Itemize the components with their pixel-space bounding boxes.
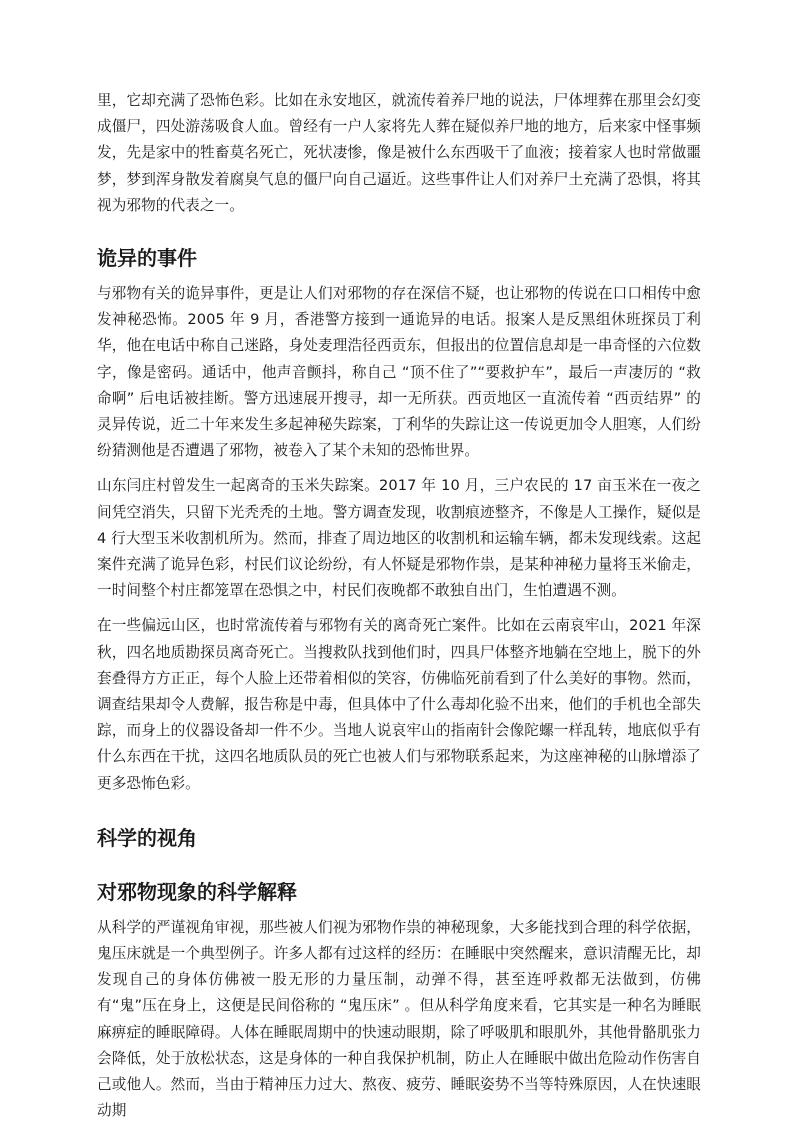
paragraph-yangshi: 里，它却充满了恐怖色彩。比如在永安地区，就流传着养尸地的说法，尸体埋葬在那里会幻变成僵尸，四处游荡吸食人血。曾经有一户人家将先人葬在疑似养尸地的地方，后来家中怪事频发，先是家中的牲畜莫名死亡，死状凄惨，像是被什么东西吸干了血液；接着家人也时常做噩梦，梦到浑身散发着腐臭气息的僵尸向自己逼近。这些事件让人们对养尸土充满了恐惧，将其视为邪物的代表之一。 xyxy=(97,92,701,214)
paragraph-corn-case: 山东闫庄村曾发生一起离奇的玉米失踪案。2017 年 10 月，三户农民的 17 亩玉米在一夜之间凭空消失，只留下光秃秃的土地。警方调查发现，收割痕迹整齐，不像是人工操作，疑似是 4 行大型玉米收割机所为。然而，排查了周边地区的收割机和运输车辆，都未发现线索。这起案件充满了诡异色彩，村民们议论纷纷，有人怀疑是邪物作祟，是某种神秘力量将玉米偷走，一时间整个村庄都笼罩在恐惧之中，村民们夜晚都不敢独自出门，生怕遭遇不测。 xyxy=(97,477,701,600)
document-page xyxy=(97,88,701,1134)
heading-science-view: 科学的视角 xyxy=(97,825,197,850)
paragraph-sleep-paralysis: 从科学的严谨视角审视，那些被人们视为邪物作祟的神秘现象，大多能找到合理的科学依据，鬼压床就是一个典型例子。许多人都有过这样的经历：在睡眠中突然醒来，意识清醒无比，却发现自己的身体仿佛被一股无形的力量压制，动弹不得，甚至连呼救都无法做到，仿佛有“鬼”压在身上，这便是民间俗称的 “鬼压床” 。但从科学角度来看，它其实是一种名为睡眠麻痹症的睡眠障碍。人体在睡眠周期中的快速动眼期，除了呼吸肌和眼肌外，其他骨骼肌张力会降低，处于放松状态，这是身体的一种自我保护机制，防止人在睡眠中做出危险动作伤害自己或他人。然而，当由于精神压力过大、熬夜、疲劳、睡眠姿势不当等特殊原因，人在快速眼动期 xyxy=(97,918,701,1120)
heading-science-explain: 对邪物现象的科学解释 xyxy=(97,879,297,904)
paragraph-hongkong-case: 与邪物有关的诡异事件，更是让人们对邪物的存在深信不疑，也让邪物的传说在口口相传中愈发神秘恐怖。2005 年 9 月，香港警方接到一通诡异的电话。报案人是反黑组休班探员丁利华，他在电话中称自己迷路，身处麦理浩径西贡东，但报出的位置信息却是一串奇怪的六位数字，像是密码。通话中，他声音颤抖，称自己 “顶不住了”“要救护车”，最后一声凄厉的 “救命啊” 后电话被挂断。警方迅速展开搜寻，却一无所获。西贡地区一直流传着 “西贡结界” 的灵异传说，近二十年来发生多起神秘失踪案，丁利华的失踪让这一传说更加令人胆寒，人们纷纷猜测他是否遭遇了邪物，被卷入了某个未知的恐怖世界。 xyxy=(97,285,701,460)
paragraph-ailao-case: 在一些偏远山区，也时常流传着与邪物有关的离奇死亡案件。比如在云南哀牢山，2021 年深秋，四名地质勘探员离奇死亡。当搜救队找到他们时，四具尸体整齐地躺在空地上，脱下的外套叠得方方正正，每个人脸上还带着相似的笑容，仿佛临死前看到了什么美好的事物。然而，调查结果却令人费解，报告称是中毒，但具体中了什么毒却化验不出来，他们的手机也全部失踪，而身上的仪器设备却一件不少。当地人说哀牢山的指南针会像陀螺一样乱转，地底似乎有什么东西在干扰，这四名地质队员的死亡也被人们与邪物联系起来，为这座神秘的山脉增添了更多恐怖色彩。 xyxy=(97,617,701,792)
heading-weird-events: 诡异的事件 xyxy=(97,246,197,271)
